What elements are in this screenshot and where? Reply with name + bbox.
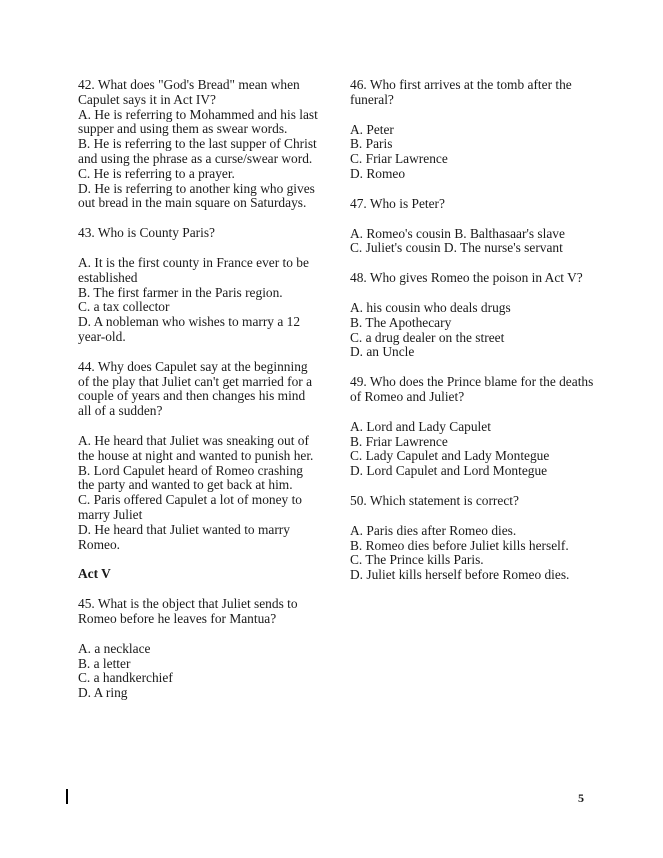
question-text: 45. What is the object that Juliet sends to Romeo before he leaves for Mantua? [78,596,298,626]
answer-option: C. Lady Capulet and Lady Montegue [350,448,550,464]
question-text: 42. What does "God's Bread" mean when Capulet says it in Act IV? [78,77,300,107]
answer-option: A. He heard that Juliet was sneaking out of the house at night and wanted to punish her. [78,432,314,463]
answer-option: C. Friar Lawrence [350,151,448,167]
answer-option: A. his cousin who deals drugs [350,299,511,315]
question-46 [350,78,600,182]
answer-option: C. a tax collector [78,299,170,315]
answer-option: D. Lord Capulet and Lord Montegue [350,463,548,479]
answer-option: D. Juliet kills herself before Romeo dies. [350,567,570,583]
question-43 [78,226,318,345]
answer-option: B. The Apothecary [350,314,452,330]
answer-option: C. a drug dealer on the street [350,329,505,345]
question-49 [350,375,600,479]
answer-option: C. The Prince kills Paris. [350,552,484,568]
question-text: 50. Which statement is correct? [350,492,519,508]
answer-option: D. A ring [78,685,128,701]
question-48 [350,271,600,360]
question-text: 48. Who gives Romeo the poison in Act V? [350,270,583,286]
left-column [78,78,318,716]
answer-option: C. Paris offered Capulet a lot of money to marry Juliet [78,492,302,522]
answer-option: C. Juliet's cousin D. The nurse's servant [350,240,563,256]
answer-option: A. a necklace [78,640,151,656]
answer-option: B. Friar Lawrence [350,433,448,449]
question-50 [350,494,600,583]
answer-option: B. He is referring to the last supper of Christ and using the phrase as a curse/swear word. [78,136,317,166]
answer-option: D. He heard that Juliet wanted to marry Romeo. [78,521,290,552]
answer-option: C. a handkerchief [78,670,173,686]
answer-option: D. an Uncle [350,344,415,360]
answer-option: D. Romeo [350,165,406,181]
answer-option: A. Paris dies after Romeo dies. [350,522,517,538]
question-text: 44. Why does Capulet say at the beginning of the play that Juliet can't get married for a couple of years and then changes his mind all of a sudden? [78,358,313,419]
answer-option: D. A nobleman who wishes to marry a 12 year-old. [78,314,301,344]
page-number: 5 [578,791,584,805]
right-column [350,78,600,598]
answer-option: A. It is the first county in France ever to be established [78,254,309,285]
question-text: 49. Who does the Prince blame for the deaths of Romeo and Juliet? [350,374,594,404]
question-42 [78,78,318,211]
answer-option: A. Romeo's cousin B. Balthasaar's slave [350,225,565,241]
answer-option: B. Romeo dies before Juliet kills herself. [350,537,569,553]
question-47 [350,197,600,256]
answer-option: A. He is referring to Mohammed and his last supper and using them as swear words. [78,106,318,137]
question-text: 47. Who is Peter? [350,195,445,211]
answer-option: A. Lord and Lady Capulet [350,418,491,434]
question-45 [78,597,318,701]
answer-option: A. Peter [350,121,394,137]
question-text: 46. Who first arrives at the tomb after the funeral? [350,77,572,107]
answer-option: B. a letter [78,655,131,671]
question-text: 43. Who is County Paris? [78,225,216,241]
answer-option: D. He is referring to another king who gives out bread in the main square on Saturdays. [78,180,315,211]
answer-option: B. The first farmer in the Paris region. [78,284,283,300]
text-cursor [66,789,68,804]
answer-option: C. He is referring to a prayer. [78,165,235,181]
section-heading: Act V [78,566,111,582]
answer-option: B. Lord Capulet heard of Romeo crashing the party and wanted to get back at him. [78,462,303,493]
answer-option: B. Paris [350,136,393,152]
question-44 [78,360,318,553]
